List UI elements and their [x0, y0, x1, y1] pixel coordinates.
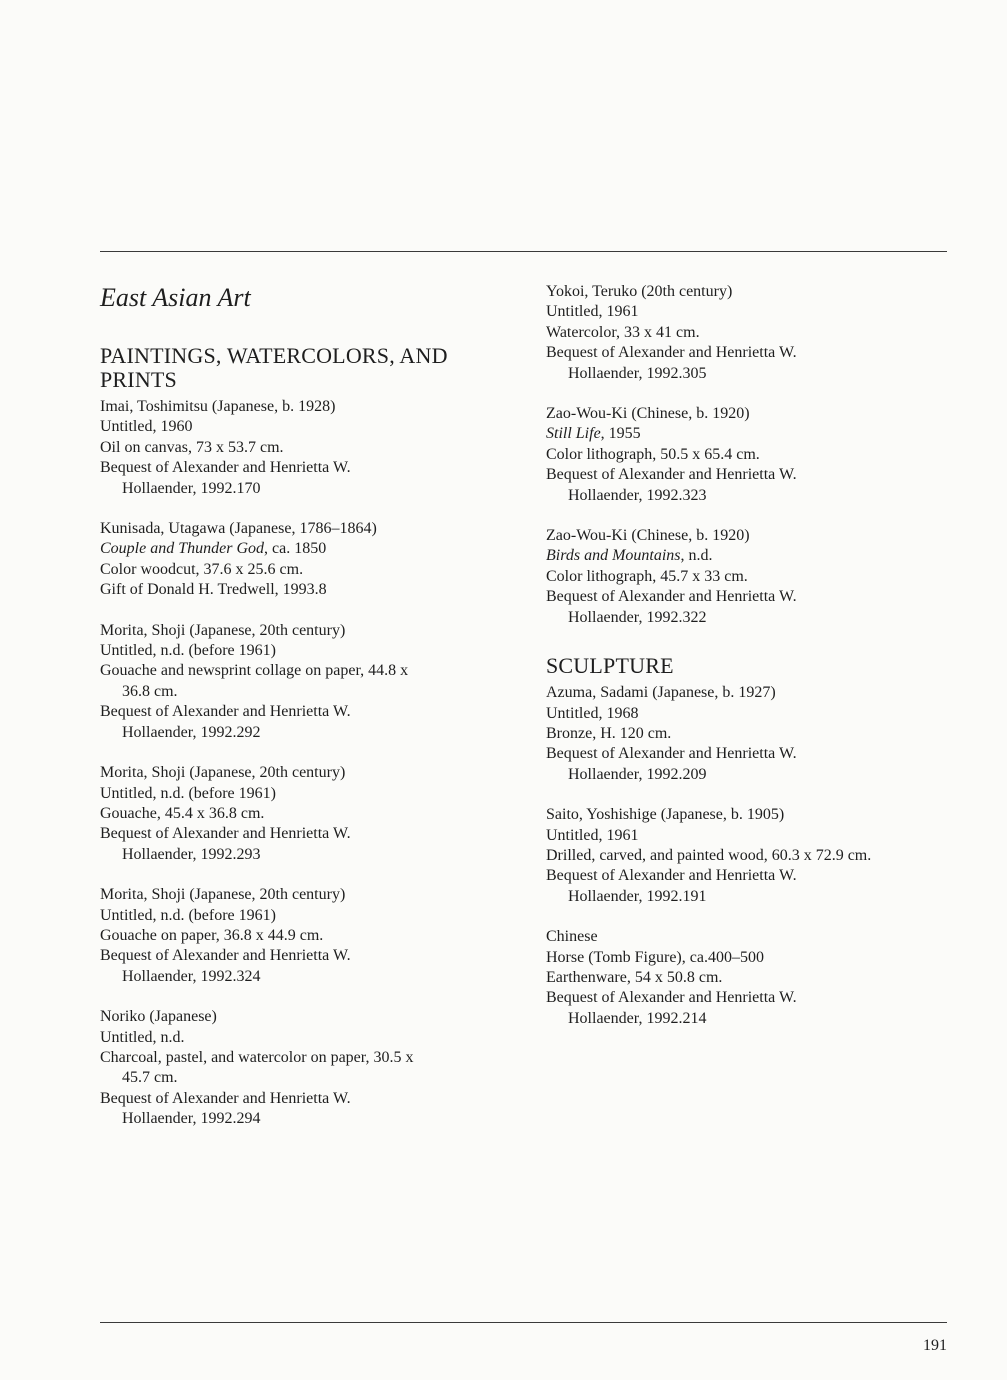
entry-credit: Bequest of Alexander and Henrietta W.	[100, 947, 351, 965]
entry-credit-continued: Hollaender, 1992.292	[122, 723, 261, 741]
entry-artist: Zao-Wou-Ki (Chinese, b. 1920)	[546, 405, 750, 423]
entry-medium: Color lithograph, 45.7 x 33 cm.	[546, 567, 748, 585]
entry-credit: Bequest of Alexander and Henrietta W.	[100, 825, 351, 843]
entry-medium: Drilled, carved, and painted wood, 60.3 x 72.9 cm.	[546, 846, 872, 864]
entry-title-italic: Couple and Thunder God	[100, 540, 264, 558]
entry-title	[100, 539, 500, 559]
entry-artist: Noriko (Japanese)	[100, 1008, 217, 1026]
entry-title: Untitled, 1961	[546, 826, 639, 844]
right-column	[546, 282, 966, 1049]
entry-artist: Saito, Yoshishige (Japanese, b. 1905)	[546, 806, 785, 824]
entry-title-date: , ca. 1850	[264, 540, 327, 558]
page-number: 191	[923, 1337, 947, 1354]
entry-artist: Morita, Shoji (Japanese, 20th century)	[100, 621, 346, 639]
entry-medium: Color woodcut, 37.6 x 25.6 cm.	[100, 560, 304, 578]
catalog-entry	[546, 282, 966, 384]
entry-medium: Color lithograph, 50.5 x 65.4 cm.	[546, 445, 760, 463]
sculpture-entries	[546, 683, 966, 1029]
entry-title: Horse (Tomb Figure), ca.400–500	[546, 948, 764, 966]
entry-credit: Bequest of Alexander and Henrietta W.	[546, 745, 797, 763]
entry-title-date: , n.d.	[680, 547, 713, 565]
entry-credit-continued: Hollaender, 1992.305	[568, 364, 707, 382]
entry-artist: Morita, Shoji (Japanese, 20th century)	[100, 764, 346, 782]
entry-credit: Gift of Donald H. Tredwell, 1993.8	[100, 581, 327, 599]
entry-medium: Gouache on paper, 36.8 x 44.9 cm.	[100, 926, 324, 944]
entry-credit: Bequest of Alexander and Henrietta W.	[100, 1089, 351, 1107]
catalog-entry	[100, 519, 500, 601]
entry-credit-continued: Hollaender, 1992.209	[568, 765, 707, 783]
entry-credit: Bequest of Alexander and Henrietta W.	[546, 989, 797, 1007]
entry-medium: Charcoal, pastel, and watercolor on paper, 30.5 x	[100, 1048, 414, 1066]
catalog-entry	[546, 404, 966, 506]
entry-medium: Gouache and newsprint collage on paper, 44.8 x	[100, 662, 409, 680]
entry-medium-continued: 45.7 cm.	[122, 1069, 178, 1087]
sculpture-heading: SCULPTURE	[546, 653, 674, 679]
entry-artist: Morita, Shoji (Japanese, 20th century)	[100, 886, 346, 904]
entry-title-date: , 1955	[600, 425, 641, 443]
entry-credit: Bequest of Alexander and Henrietta W.	[546, 344, 797, 362]
left-column	[100, 282, 500, 1150]
entry-credit-continued: Hollaender, 1992.323	[568, 486, 707, 504]
catalog-entry	[546, 683, 966, 785]
catalog-entry	[100, 621, 500, 743]
entry-title: Untitled, n.d. (before 1961)	[100, 642, 276, 660]
entry-credit: Bequest of Alexander and Henrietta W.	[546, 588, 797, 606]
catalog-entry	[100, 1007, 500, 1129]
paintings-entries	[100, 397, 500, 1130]
entry-medium: Oil on canvas, 73 x 53.7 cm.	[100, 438, 284, 456]
paintings-heading: PAINTINGS, WATERCOLORS, AND PRINTS	[100, 343, 448, 392]
entry-medium: Bronze, H. 120 cm.	[546, 724, 672, 742]
entry-credit: Bequest of Alexander and Henrietta W.	[100, 459, 351, 477]
entry-title-italic: Still Life	[546, 425, 601, 443]
entry-medium-continued: 36.8 cm.	[122, 682, 178, 700]
entry-title	[546, 424, 966, 444]
catalog-entry	[100, 763, 500, 865]
entry-credit-continued: Hollaender, 1992.294	[122, 1110, 261, 1128]
entry-title: Untitled, 1960	[100, 418, 193, 436]
entry-artist: Chinese	[546, 928, 598, 946]
bottom-rule	[100, 1322, 947, 1323]
entry-artist: Imai, Toshimitsu (Japanese, b. 1928)	[100, 398, 336, 415]
entry-credit-continued: Hollaender, 1992.214	[568, 1009, 707, 1027]
catalog-entry	[100, 885, 500, 987]
catalog-entry	[546, 927, 966, 1029]
entry-credit: Bequest of Alexander and Henrietta W.	[100, 703, 351, 721]
entry-title: Untitled, n.d. (before 1961)	[100, 906, 276, 924]
entry-title	[546, 546, 966, 566]
entry-title: Untitled, n.d.	[100, 1028, 185, 1046]
entry-credit-continued: Hollaender, 1992.322	[568, 608, 707, 626]
entry-artist: Yokoi, Teruko (20th century)	[546, 283, 733, 300]
top-rule	[100, 251, 947, 252]
entry-artist: Azuma, Sadami (Japanese, b. 1927)	[546, 684, 776, 702]
section-title: East Asian Art	[100, 283, 251, 312]
catalog-entry	[546, 526, 966, 628]
entry-credit-continued: Hollaender, 1992.324	[122, 967, 261, 985]
catalog-entry	[100, 397, 500, 499]
entry-credit-continued: Hollaender, 1992.191	[568, 887, 707, 905]
entry-credit: Bequest of Alexander and Henrietta W.	[546, 867, 797, 885]
entry-credit-continued: Hollaender, 1992.293	[122, 845, 261, 863]
entry-artist: Kunisada, Utagawa (Japanese, 1786–1864)	[100, 520, 377, 538]
paintings-entries-continued	[546, 282, 966, 628]
entry-medium: Watercolor, 33 x 41 cm.	[546, 323, 700, 341]
entry-credit: Bequest of Alexander and Henrietta W.	[546, 466, 797, 484]
entry-medium: Earthenware, 54 x 50.8 cm.	[546, 968, 723, 986]
entry-title-italic: Birds and Mountains	[546, 547, 681, 565]
entry-title: Untitled, 1961	[546, 303, 639, 321]
catalog-entry	[546, 805, 966, 907]
entry-artist: Zao-Wou-Ki (Chinese, b. 1920)	[546, 527, 750, 545]
entry-credit-continued: Hollaender, 1992.170	[122, 479, 261, 497]
entry-title: Untitled, n.d. (before 1961)	[100, 784, 276, 802]
entry-medium: Gouache, 45.4 x 36.8 cm.	[100, 804, 265, 822]
entry-title: Untitled, 1968	[546, 704, 639, 722]
